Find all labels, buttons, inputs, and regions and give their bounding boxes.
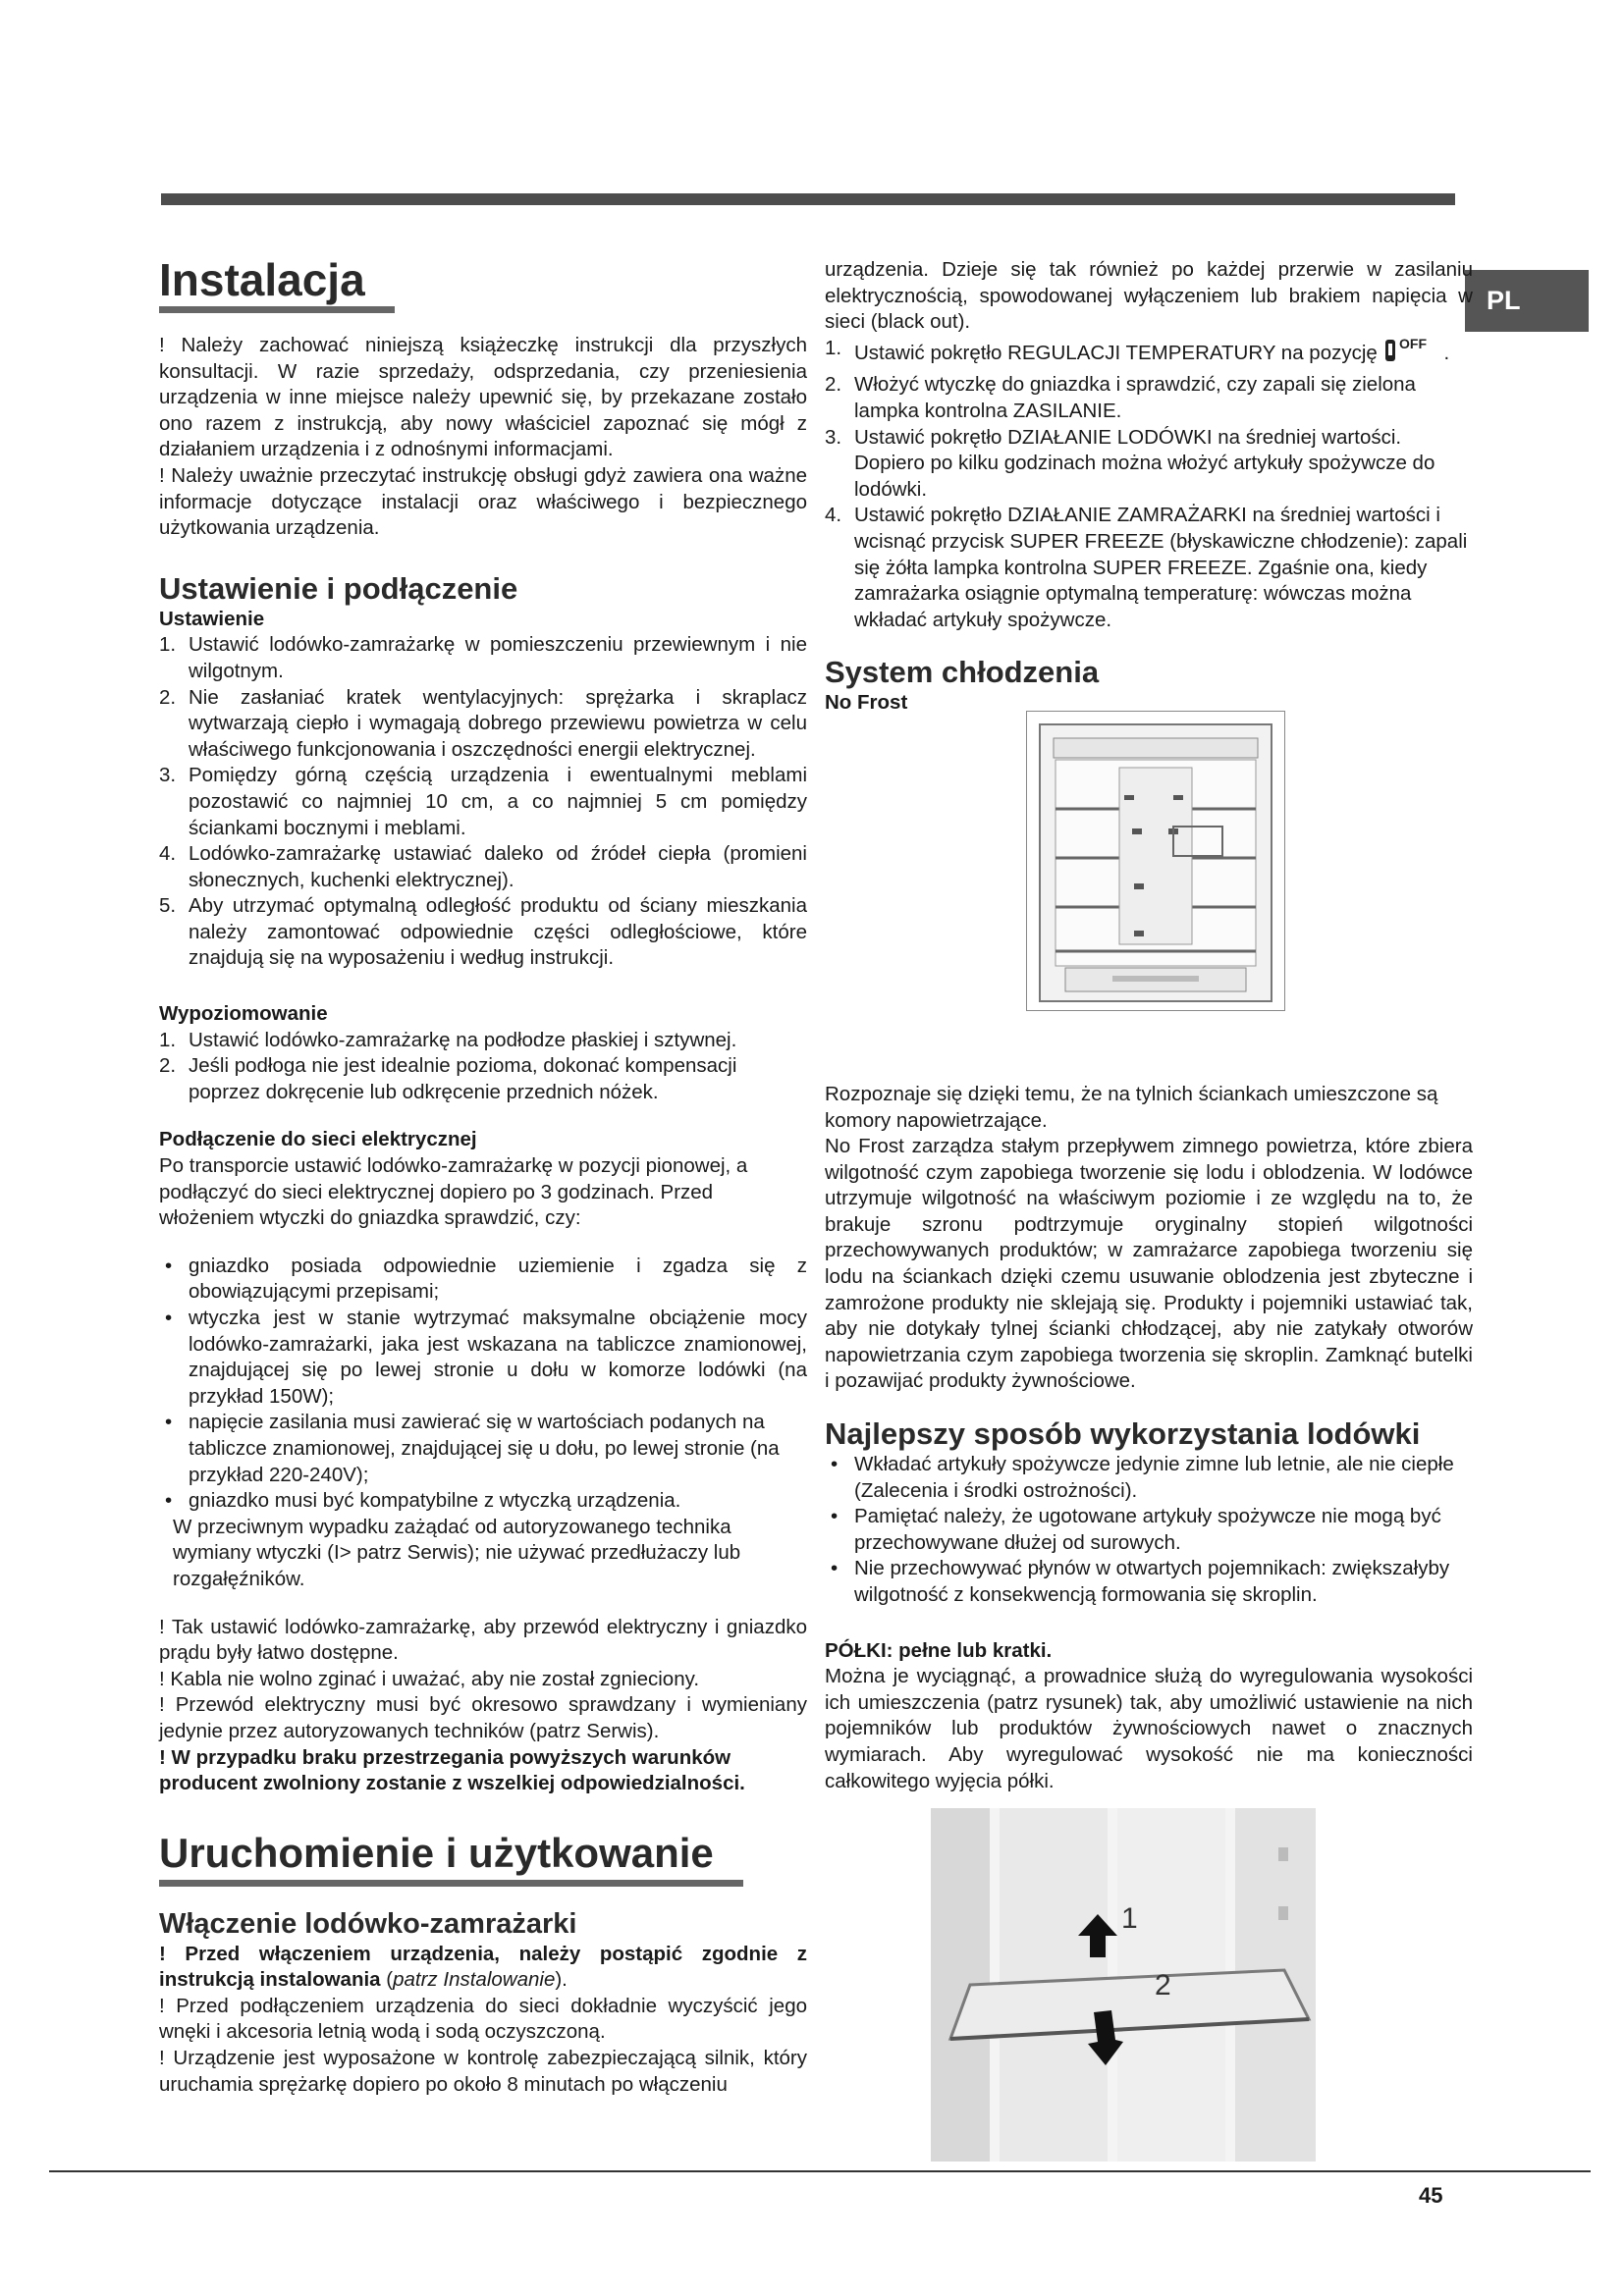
heading-cooling-system: System chłodzenia bbox=[825, 655, 1100, 690]
warning-1: ! Tak ustawić lodówko-zamrażarkę, aby przewód elektryczny i gniazdko prądu były łatwo dostępne. bbox=[159, 1615, 807, 1665]
best-use-list bbox=[825, 1452, 1473, 1609]
list-item: • Nie przechowywać płynów w otwartych pojemnikach: zwiększałyby wilgotność z konsekwencją formowania się skroplin. bbox=[831, 1557, 1450, 1606]
power-else: W przeciwnym wypadku zażądać od autoryzowanego technika wymiany wtyczki (I> patrz Serwis); nie używać przedłużaczy lub rozgałęźników. bbox=[173, 1515, 741, 1590]
list-item: 1. Ustawić lodówko-zamrażarkę w pomieszczeniu przewiewnym i nie wilgotnym. bbox=[159, 633, 807, 682]
list-item: 2. Nie zasłaniać kratek wentylacyjnych: sprężarka i skraplacz wytwarzają ciepło i wymagają dobrego przewiewu powietrza w celu właściwego funkcjonowania i oszczędności energii elektrycznej. bbox=[159, 685, 807, 761]
setup-list bbox=[159, 632, 807, 972]
nofrost-paragraph-2: No Frost zarządza stałym przepływem zimnego powietrza, które zbiera wilgotność czym zapobiega tworzenie się lodu i oblodzenia. W lodówce utrzymuje wilgotność na właściwym poziomie i ze względu na to, że brakuje szronu podtrzymuje oryginalny stopień wilgotności przechowywanych produktów; w zamrażarce zapobiega tworzeniu się lodu na ściankach dzięki czemu usuwanie oblodzenia jest zbyteczne i zamrożone produkty nie sklejają się. Produkty i pojemniki ustawiać tak, aby nie dotykały tylnej ścianki chłodzącej, aby nie zatykały otworów napowietrzania czym zapobiega tworzenia się skroplin. Zamknąć butelki i pozawijać produkty żywnościowe. bbox=[825, 1135, 1473, 1393]
list-item: • napięcie zasilania musi zawierać się w wartościach podanych na tabliczce znamionowej, znajdującej się u dołu, po lewej stronie (na przykład 220-240V); bbox=[165, 1411, 780, 1486]
list-item: • Wkładać artykuły spożywcze jedynie zimne lub letnie, ale nie ciepłe (Zalecenia i środki ostrożności). bbox=[831, 1453, 1454, 1502]
list-item: 4. Lodówko-zamrażarkę ustawiać daleko od źródeł ciepła (promieni słonecznych, kuchenki elektrycznej). bbox=[159, 842, 807, 891]
list-item: • gniazdko musi być kompatybilne z wtyczką urządzenia. bbox=[165, 1489, 681, 1513]
power-intro: Po transporcie ustawić lodówko-zamrażarkę w pozycji pionowej, a podłączyć do sieci elektrycznej dopiero po 3 godzinach. Przed włożeniem wtyczki do gniazdka sprawdzić, czy: bbox=[159, 1154, 748, 1230]
heading-best-use: Najlepszy sposób wykorzystania lodówki bbox=[825, 1416, 1421, 1452]
switch-note-bold: ! Przed włączeniem urządzenia, należy postąpić zgodnie z instrukcją instalowania bbox=[159, 1942, 807, 1992]
switch-note-italic: patrz Instalowanie bbox=[393, 1968, 556, 1992]
svg-text:OFF: OFF bbox=[1398, 335, 1427, 351]
left-column: Instalacja ! Należy zachować niniejszą książeczkę instrukcji dla przyszłych konsultacji. W razie sprzedaży, odsprzedania, czy przeniesienia urządzenia w inne miejsce należy upewnić się, by przekazane zostało ono razem z instrukcją, aby nowy właściciel zapoznać się mógł z działaniem urządzenia i z odnośnymi informacjami. ! Należy uważnie przeczytać instrukcję obsługi gdyż zawiera ona ważne informacje dotyczące instalacji oraz właściwego i bezpiecznego użytkowania urządzenia. Ustawienie i podłączenie Ustawienie 1. Ustawić lodówko-zamrażarkę w pomieszczeniu przewiewnym i nie wilgotnym. 2. Nie zasłaniać kratek wentylacyjnych: sprężarka i skraplacz wytwarzają ciepło i wymagają dobrego przewiewu powietrza w celu właściwego funkcjonowania i oszczędności energii elektrycznej. 3. Pomiędzy górną częścią urządzenia i ewentualnymi meblami pozostawić co najmniej 10 cm, a co najmniej 5 cm pomiędzy ściankami bocznymi i meblami. 4. Lodówko-zamrażarkę ustawiać daleko od źródeł ciepła (promieni słonecznych, kuchenki elektrycznej). 5. Aby utrzymać optymalną odległość produktu od ściany mieszkania należy zamontować odpowiednie części odległościowe, które znajdują się na wyposażeniu i według instrukcji. Wypoziomowanie 1. Ustawić lodówko-zamrażarkę na podłodze płaskiej i sztywnej. 2. Jeśli podłoga nie jest idealnie pozioma, dokonać kompensacji poprzez dokręcenie lub odkręcenie przednich nóżek. Podłączenie do sieci elektrycznej Po transporcie ustawić lodówko-zamrażarkę w pozycji pionowej, a podłączyć do sieci elektrycznej dopiero po 3 godzinach. Przed włożeniem wtyczki do gniazdka sprawdzić, czy: • gniazdko posiada odpowiednie uziemienie i zgadza się z obowiązującymi przepisami; • wtyczka jest w stanie wytrzymać maksymalne obciążenie mocy lodówko-zamrażarki, jaka jest wskazana na tabliczce znamionowej, znajdującej się po lewej stronie u dołu w komorze lodówki (na przykład 150W); • napięcie zasilania musi zawierać się w wartościach podanych na tabliczce znamionowej, znajdującej się u dołu, po lewej stronie (na przykład 220-240V); • gniazdko musi być kompatybilne z wtyczką urządzenia. W przeciwnym wypadku zażądać od autoryzowanego technika wymiany wtyczki (I> patrz Serwis); nie używać przedłużaczy lub rozgałęźników. ! Tak ustawić lodówko-zamrażarkę, aby przewód elektryczny i gniazdko prądu były łatwo dostępne. ! Kabla nie wolno zginać i uważać, aby nie został zgnieciony. ! Przewód elektryczny musi być okresowo sprawdzany i wymieniany jedynie przez autoryzowanych techników (patrz Serwis). ! W przypadku braku przestrzegania powyższych warunków producent zwolniony zostanie z wszelkiej odpowiedzialności. Uruchomienie i użytkowanie Włączenie lodówko-zamrażarki ! Przed włączeniem urządzenia, należy postąpić zgodnie z instrukcją instalowania (patrz Instalowanie). ! Przed podłączeniem urządzenia do sieci dokładnie wyczyścić jego wnęki i akcesoria letnią wodą i sodą oczyszczoną. ! Urządzenie jest wyposażone w kontrolę zabezpieczającą silnik, który uruchamia sprężarkę dopiero po około 8 minutach po włączeniu bbox=[159, 253, 807, 2098]
shelves-paragraph: Można je wyciągnąć, a prowadnice służą do wyregulowania wysokości ich umieszczenia (patrz rysunek) tak, aby umożliwić ustawienie na nich pojemników lub produktów żywnościowych nawet o znacznych wymiarach. Aby wyregulować wysokość nie ma konieczności całkowitego wyjęcia półki. bbox=[825, 1665, 1473, 1792]
heading-power: Podłączenie do sieci elektrycznej bbox=[159, 1128, 477, 1151]
heading-no-frost: No Frost bbox=[825, 691, 908, 715]
heading-shelves: PÓŁKI: pełne lub kratki. bbox=[825, 1638, 1053, 1662]
list-item: • Pamiętać należy, że ugotowane artykuły spożywcze nie mogą być przechowywane dłużej od surowych. bbox=[831, 1505, 1441, 1554]
switch-note-3: ! Urządzenie jest wyposażone w kontrolę zabezpieczającą silnik, który uruchamia sprężarkę dopiero po około 8 minutach po włączeniu bbox=[159, 2047, 807, 2096]
list-item: 2. Włożyć wtyczkę do gniazdka i sprawdzić, czy zapali się zielona lampka kontrolna ZASILANIE. bbox=[825, 373, 1416, 422]
warning-3: ! Przewód elektryczny musi być okresowo sprawdzany i wymieniany jedynie przez autoryzowanych techników (patrz Serwis). bbox=[159, 1693, 807, 1742]
title-startup: Uruchomienie i użytkowanie bbox=[159, 1827, 743, 1887]
title-installation: Instalacja bbox=[159, 253, 395, 313]
startup-steps bbox=[825, 336, 1473, 634]
list-item: 3. Ustawić pokrętło DZIAŁANIE LODÓWKI na średniej wartości. Dopiero po kilku godzinach można włożyć artykuły spożywcze do lodówki. bbox=[825, 425, 1435, 501]
list-item: • wtyczka jest w stanie wytrzymać maksymalne obciążenie mocy lodówko-zamrażarki, jaka jest wskazana na tabliczce znamionowej, znajdującej się po lewej stronie u dołu w komorze lodówki (na przykład 150W); bbox=[165, 1307, 807, 1408]
power-checklist bbox=[159, 1254, 807, 1515]
list-item: 5. Aby utrzymać optymalną odległość produktu od ściany mieszkania należy zamontować odpowiednie części odległościowe, które znajdują się na wyposażeniu i według instrukcji. bbox=[159, 894, 807, 970]
list-item: 1. Ustawić pokrętło REGULACJI TEMPERATURY na pozycję OFF . bbox=[825, 336, 1473, 373]
list-item: 2. Jeśli podłoga nie jest idealnie pozioma, dokonać kompensacji poprzez dokręcenie lub odkręcenie przednich nóżek. bbox=[159, 1054, 737, 1103]
page-number: 45 bbox=[1419, 2183, 1443, 2208]
nofrost-paragraph-1: Rozpoznaje się dzięki temu, że na tylnich ściankach umieszczone są komory napowietrzające. bbox=[825, 1082, 1438, 1132]
leveling-list bbox=[159, 1028, 807, 1106]
intro-paragraph-2: ! Należy uważnie przeczytać instrukcję obsługi gdyż zawiera ona ważne informacje dotyczące instalacji oraz właściwego i bezpiecznego użytkowania urządzenia. bbox=[159, 463, 807, 540]
list-item: 1. Ustawić lodówko-zamrażarkę na podłodze płaskiej i sztywnej. bbox=[159, 1028, 737, 1051]
warning-2: ! Kabla nie wolno zginać i uważać, aby nie został zgnieciony. bbox=[159, 1667, 700, 1690]
heading-setup-sub: Ustawienie bbox=[159, 607, 265, 630]
heading-setup: Ustawienie i podłączenie bbox=[159, 570, 518, 606]
right-column bbox=[825, 257, 1473, 1794]
intro-paragraph-1: ! Należy zachować niniejszą książeczkę instrukcji dla przyszłych konsultacji. W razie sprzedaży, odsprzedania, czy przeniesienia urządzenia w inne miejsce należy upewnić się, by przekazane zostało ono razem z instrukcją, aby nowy właściciel zapoznać się mógł z działaniem urządzenia i z odnośnymi informacjami. bbox=[159, 334, 807, 461]
switch-note-2: ! Przed podłączeniem urządzenia do sieci dokładnie wyczyścić jego wnęki i akcesoria letnią wodą i sodą oczyszczoną. bbox=[159, 1994, 807, 2044]
language-tab: PL bbox=[1465, 270, 1589, 332]
list-item: • gniazdko posiada odpowiednie uziemienie i zgadza się z obowiązującymi przepisami; bbox=[165, 1254, 807, 1304]
warning-4: ! W przypadku braku przestrzegania powyższych warunków producent zwolniony zostanie z wszelkiej odpowiedzialności. bbox=[159, 1745, 745, 1795]
top-rule bbox=[161, 193, 1455, 205]
fridge-interior-illustration bbox=[1026, 711, 1285, 1011]
svg-text:1: 1 bbox=[1121, 1902, 1138, 1935]
list-item: 3. Pomiędzy górną częścią urządzenia i ewentualnymi meblami pozostawić co najmniej 10 cm, a co najmniej 5 cm pomiędzy ściankami bocznymi i meblami. bbox=[159, 764, 807, 839]
shelf-adjustment-illustration bbox=[931, 1808, 1316, 2162]
continuation-paragraph: urządzenia. Dzieje się tak również po każdej przerwie w zasilaniu elektrycznością, spowodowanej wyłączeniem lub brakiem napięcia w sieci (black out). bbox=[825, 258, 1473, 334]
off-knob-icon bbox=[1383, 336, 1444, 373]
list-item: 4. Ustawić pokrętło DZIAŁANIE ZAMRAŻARKI na średniej wartości i wcisnąć przycisk SUPER FREEZE (błyskawiczne chłodzenie): zapali się żółta lampka kontrolna SUPER FREEZE. Zgaśnie ona, kiedy zamrażarka osiągnie optymalną temperaturę: wówczas można wkładać artykuły spożywcze. bbox=[825, 504, 1468, 631]
heading-switch-on: Włączenie lodówko-zamrażarki bbox=[159, 1907, 577, 1940]
bottom-rule bbox=[49, 2170, 1591, 2172]
svg-text:2: 2 bbox=[1155, 1969, 1171, 2002]
heading-leveling: Wypoziomowanie bbox=[159, 1002, 328, 1026]
